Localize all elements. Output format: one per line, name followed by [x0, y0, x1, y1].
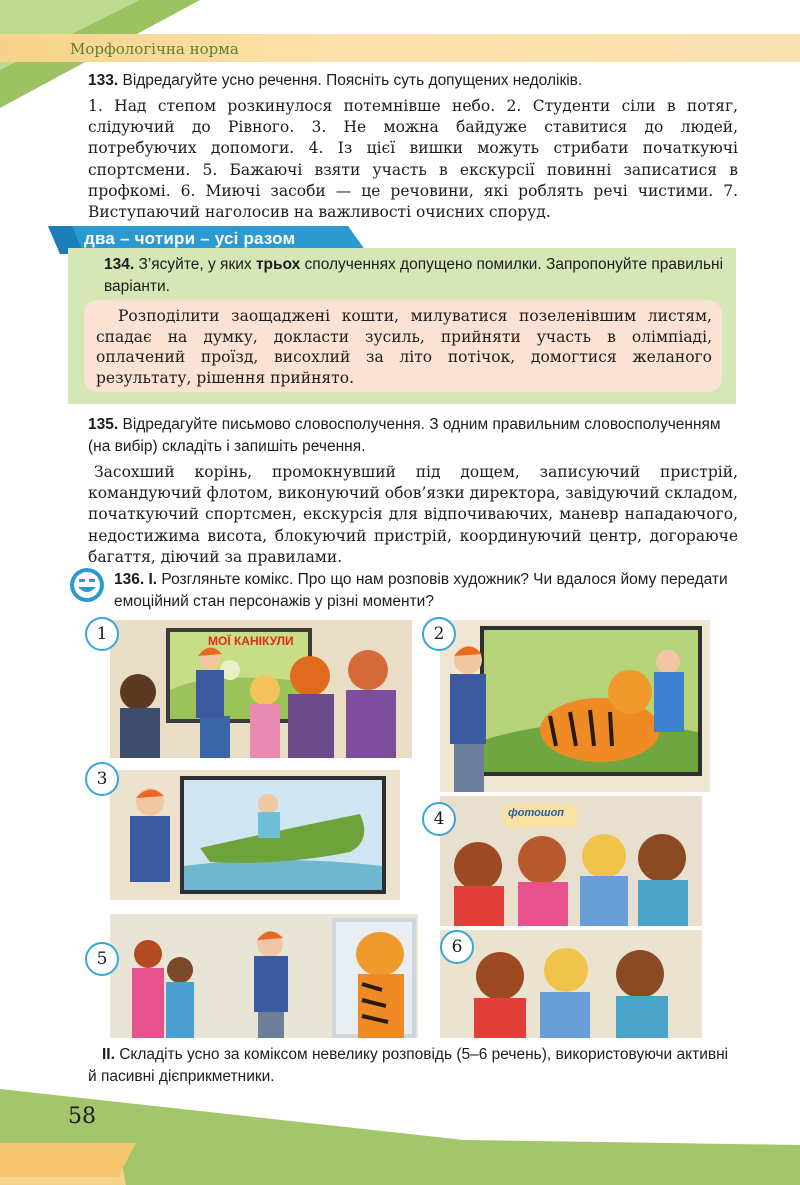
comic-panel-5: [110, 914, 418, 1038]
panel-number-6: 6: [440, 930, 474, 964]
comic-panel-4: [440, 796, 702, 926]
banner-label: два – чотири – усі разом: [84, 229, 296, 248]
task-number: 134.: [104, 256, 135, 273]
panel-number-5: 5: [85, 942, 119, 976]
task-136-part-2: II. Складіть усно за коміксом невелику розповідь (5–6 речень), використовуючи активні й пасивні дієприкметники.: [88, 1046, 729, 1085]
section-title: Морфологічна норма: [70, 40, 239, 58]
panel-number-1: 1: [85, 617, 119, 651]
task-number: 136.: [114, 571, 145, 588]
task-136-instruction: 136. I. Розгляньте комікс. Про що нам розповів художник? Чи вдалося йому передати емоційний стан персонажів у різні моменти?: [114, 571, 728, 610]
footer-decoration: [0, 1085, 800, 1185]
page-number: 58: [68, 1104, 96, 1129]
task-number: 135.: [88, 416, 119, 433]
smiley-icon: [68, 566, 106, 604]
comic-panel-2: [440, 620, 710, 792]
task-135-instruction: 135. Відредагуйте письмово словосполучення. З одним правильним словосполученням (на вибір) складіть і запишіть речення.: [88, 416, 721, 455]
task-135-text: Засохший корінь, промокнувший під дощем, записуючий пристрій, командуючий флотом, виконуючий обов’язки директора, завідуючий складом, початкуючий спортсмен, екскурсія для відпочиваючих, маневр нападаючого, недостижима висота, блокуючий пристрій, координуючий центр, догораюче багаття, діючий за правилами.: [88, 463, 738, 566]
task-133-text: 1. Над степом розкинулося потемнівше небо. 2. Студенти сіли в потяг, слідуючий до Рівного. 3. Не можна байдуже ставитися до людей, потребуючих допомоги. 4. Із цієї вишки можуть стрибати початкуючі спортсмени. 5. Бажаючі взяти участь в екскурсії повинні записатися в профкомі. 6. Миючі засоби — це речовини, які роблять речі чистими. 7. Виступаючий наголосив на важливості очисних споруд.: [88, 97, 738, 222]
comic-screen-title: МОЇ КАНІКУЛИ: [208, 634, 294, 648]
task-number: 133.: [88, 72, 119, 89]
task-134-instruction: 134. З’ясуйте, у яких трьох сполученнях допущено помилки. Запропонуйте правильні варіанти.: [104, 256, 724, 295]
comic-panel-6: [440, 930, 702, 1038]
task-133-instruction: 133. Відредагуйте усно речення. Поясніть суть допущених недоліків.: [88, 72, 583, 89]
comic-panel-3: [110, 770, 400, 900]
panel-number-4: 4: [422, 802, 456, 836]
panel-number-3: 3: [85, 762, 119, 796]
speech-bubble-text: фотошоп: [508, 807, 565, 819]
comic-panel-1: [110, 620, 412, 758]
panel-number-2: 2: [422, 617, 456, 651]
task-134-text: Розподілити заощаджені кошти, милуватися позеленівшим листям, спадає на думку, докласти зусиль, прийняти участь в олімпіаді, оплачений проїзд, висохлий за літо потічок, домогтися желаного результату, рішення прийнято.: [96, 307, 712, 387]
